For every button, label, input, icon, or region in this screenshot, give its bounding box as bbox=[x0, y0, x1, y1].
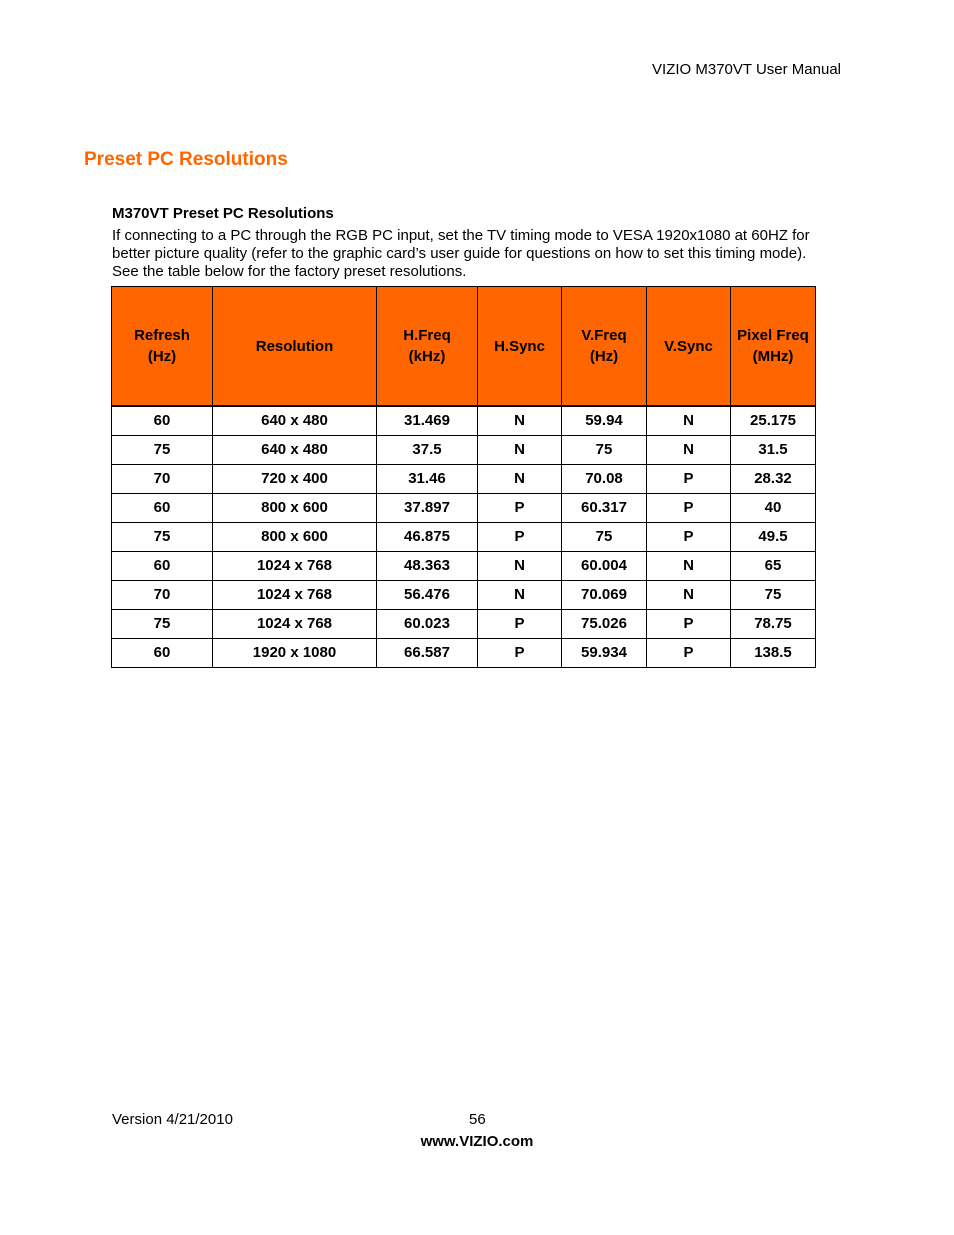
footer-page-number: 56 bbox=[469, 1111, 486, 1128]
table-cell: 59.94 bbox=[562, 406, 647, 436]
table-cell: 70 bbox=[112, 581, 213, 610]
table-cell: P bbox=[647, 494, 731, 523]
table-cell: 56.476 bbox=[377, 581, 478, 610]
table-cell: 28.32 bbox=[731, 465, 816, 494]
table-row bbox=[112, 581, 816, 610]
table-cell: 1024 x 768 bbox=[213, 610, 377, 639]
table-row bbox=[112, 610, 816, 639]
table-cell: 37.5 bbox=[377, 436, 478, 465]
table-cell: 640 x 480 bbox=[213, 406, 377, 436]
table-row bbox=[112, 406, 816, 436]
column-header bbox=[377, 287, 478, 407]
column-header-line: V.Freq bbox=[581, 327, 627, 344]
table-cell: P bbox=[478, 523, 562, 552]
column-header bbox=[478, 287, 562, 407]
table-cell: N bbox=[478, 465, 562, 494]
column-header-line: H.Freq bbox=[403, 327, 451, 344]
table-cell: 70.069 bbox=[562, 581, 647, 610]
column-header-line: H.Sync bbox=[494, 337, 545, 355]
table-cell: 60.023 bbox=[377, 610, 478, 639]
table-cell: 66.587 bbox=[377, 639, 478, 668]
table-row bbox=[112, 523, 816, 552]
table-cell: 59.934 bbox=[562, 639, 647, 668]
table-cell: 48.363 bbox=[377, 552, 478, 581]
column-header-line: (Hz) bbox=[589, 348, 619, 365]
table-cell: 75 bbox=[112, 610, 213, 639]
table-cell: 60.004 bbox=[562, 552, 647, 581]
column-header bbox=[731, 287, 816, 407]
table-cell: N bbox=[647, 436, 731, 465]
table-cell: 60.317 bbox=[562, 494, 647, 523]
footer-website: www.VIZIO.com bbox=[420, 1133, 534, 1150]
table-cell: N bbox=[647, 406, 731, 436]
table-cell: 31.46 bbox=[377, 465, 478, 494]
table-cell: 75 bbox=[112, 436, 213, 465]
table-cell: 37.897 bbox=[377, 494, 478, 523]
table-cell: 75 bbox=[562, 523, 647, 552]
table-cell: 70 bbox=[112, 465, 213, 494]
table-row bbox=[112, 552, 816, 581]
table-cell: 800 x 600 bbox=[213, 494, 377, 523]
table-cell: N bbox=[478, 406, 562, 436]
table-cell: N bbox=[478, 581, 562, 610]
table-cell: 1920 x 1080 bbox=[213, 639, 377, 668]
table-cell: 75.026 bbox=[562, 610, 647, 639]
intro-paragraph bbox=[112, 227, 847, 281]
footer-version: Version 4/21/2010 bbox=[112, 1111, 233, 1128]
table-cell: 31.469 bbox=[377, 406, 478, 436]
table-cell: N bbox=[647, 581, 731, 610]
intro-line: better picture quality (refer to the graphic card’s user guide for questions on how to set this timing mode). bbox=[112, 245, 807, 262]
table-cell: 1024 x 768 bbox=[213, 552, 377, 581]
intro-line: See the table below for the factory preset resolutions. bbox=[112, 263, 467, 280]
column-header-line: Resolution bbox=[255, 337, 334, 355]
table-cell: 78.75 bbox=[731, 610, 816, 639]
table-cell: 60 bbox=[112, 639, 213, 668]
table-row bbox=[112, 465, 816, 494]
table-row bbox=[112, 639, 816, 668]
table-body bbox=[112, 406, 816, 668]
table-cell: 640 x 480 bbox=[213, 436, 377, 465]
table-cell: N bbox=[478, 436, 562, 465]
table-cell: 720 x 400 bbox=[213, 465, 377, 494]
intro-line: If connecting to a PC through the RGB PC input, set the TV timing mode to VESA 1920x1080 at 60HZ for bbox=[112, 227, 810, 244]
table-cell: P bbox=[647, 610, 731, 639]
table-header-row bbox=[112, 287, 816, 407]
table-cell: 49.5 bbox=[731, 523, 816, 552]
column-header-line: V.Sync bbox=[664, 337, 713, 355]
table-cell: P bbox=[647, 465, 731, 494]
table-cell: 60 bbox=[112, 406, 213, 436]
preset-resolutions-table bbox=[111, 286, 816, 668]
column-header bbox=[112, 287, 213, 407]
column-header bbox=[562, 287, 647, 407]
table-cell: 25.175 bbox=[731, 406, 816, 436]
table-cell: 75 bbox=[731, 581, 816, 610]
table-cell: P bbox=[478, 610, 562, 639]
manual-title: VIZIO M370VT User Manual bbox=[652, 61, 841, 78]
table-cell: P bbox=[647, 523, 731, 552]
table-cell: P bbox=[478, 494, 562, 523]
table-cell: 800 x 600 bbox=[213, 523, 377, 552]
column-header-line: (kHz) bbox=[408, 348, 446, 365]
column-header-line: (Hz) bbox=[147, 348, 177, 365]
table-cell: 75 bbox=[112, 523, 213, 552]
table-cell: 1024 x 768 bbox=[213, 581, 377, 610]
column-header-line: (MHz) bbox=[752, 348, 794, 365]
table-cell: 31.5 bbox=[731, 436, 816, 465]
table-row bbox=[112, 436, 816, 465]
table-cell: 40 bbox=[731, 494, 816, 523]
table-cell: 75 bbox=[562, 436, 647, 465]
table-cell: P bbox=[478, 639, 562, 668]
table-cell: 60 bbox=[112, 552, 213, 581]
column-header bbox=[213, 287, 377, 407]
table-cell: 46.875 bbox=[377, 523, 478, 552]
table-cell: N bbox=[647, 552, 731, 581]
column-header bbox=[647, 287, 731, 407]
table-cell: P bbox=[647, 639, 731, 668]
section-title: Preset PC Resolutions bbox=[84, 149, 288, 170]
column-header-line: Refresh bbox=[134, 327, 190, 344]
table-cell: 70.08 bbox=[562, 465, 647, 494]
subsection-title: M370VT Preset PC Resolutions bbox=[112, 205, 334, 222]
table-cell: 60 bbox=[112, 494, 213, 523]
column-header-line: Pixel Freq bbox=[737, 327, 809, 344]
table-cell: 138.5 bbox=[731, 639, 816, 668]
table-cell: N bbox=[478, 552, 562, 581]
table-row bbox=[112, 494, 816, 523]
table-cell: 65 bbox=[731, 552, 816, 581]
